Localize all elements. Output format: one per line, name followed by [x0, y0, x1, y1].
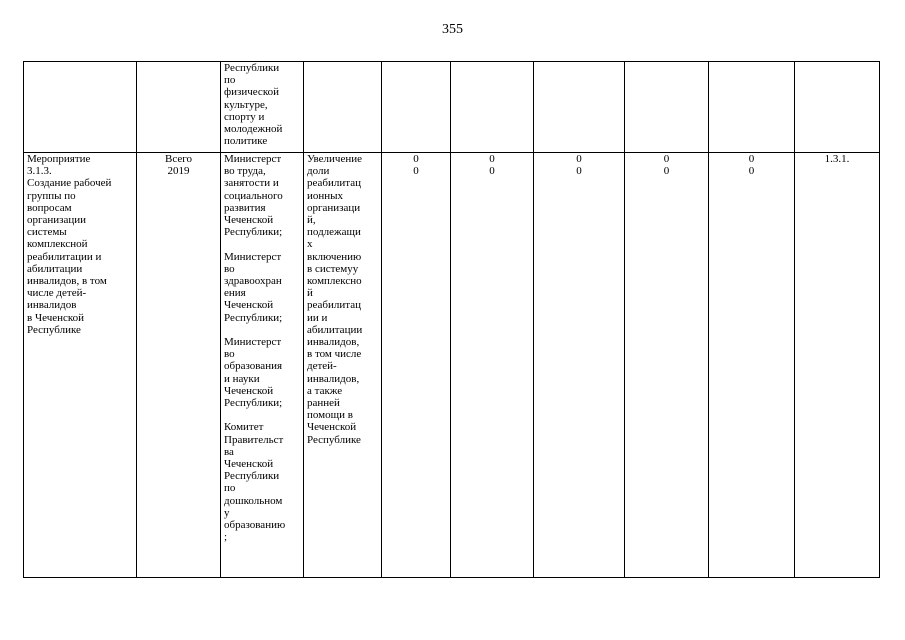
measure-name-cell: Мероприятие 3.1.3. Создание рабочей группы по вопросам организации системы комплексной реабилитации и абилитации инвалидов, в том числе детей- инвалидов в Чеченской Республике [24, 153, 137, 578]
value-cell [451, 153, 534, 578]
executor-cell: Республики по физической культуре, спорту и молодежной политике [221, 62, 304, 153]
measures-table [23, 61, 880, 578]
value-cell [382, 153, 451, 578]
value-cell [534, 153, 625, 578]
value-total: 0 [576, 153, 582, 165]
table-cell [24, 62, 137, 153]
indicator-ref-cell: 1.3.1. [795, 153, 880, 578]
table-cell [304, 62, 382, 153]
result-cell: Увеличение доли реабилитац ионных организаци й, подлежащи х включению в системуу комплексно й реабилитац ии и абилитации инвалидов, в том числе детей- инвалидов, а также ранней помощи в Чеченской Республике [304, 153, 382, 578]
period-cell [137, 153, 221, 578]
executor-cell: Министерст во труда, занятости и социального развития Чеченской Республики; Министерст во здравоохран ения Чеченской Республики; Министерст во образования и науки Чеченской Республики; Комитет Правительст ва Чеченской Республики по дошкольном у образованию ; [221, 153, 304, 578]
table-cell [451, 62, 534, 153]
value-year: 0 [489, 165, 495, 178]
period-total-label: Всего [165, 153, 192, 165]
value-total: 0 [489, 153, 495, 165]
value-year: 0 [576, 165, 582, 178]
value-year: 0 [748, 165, 755, 178]
table-cell [625, 62, 709, 153]
value-total: 0 [663, 153, 670, 165]
value-cell [625, 153, 709, 578]
value-year: 0 [413, 165, 419, 178]
table-cell [795, 62, 880, 153]
value-year: 0 [663, 165, 670, 178]
table-cell [534, 62, 625, 153]
value-cell [709, 153, 795, 578]
table-row [24, 153, 880, 578]
value-total: 0 [413, 153, 419, 165]
value-total: 0 [748, 153, 755, 165]
period-year-label: 2019 [167, 165, 190, 178]
page-number: 355 [442, 22, 463, 37]
table-cell [382, 62, 451, 153]
table-cell [137, 62, 221, 153]
table-row [24, 62, 880, 153]
table-cell [709, 62, 795, 153]
